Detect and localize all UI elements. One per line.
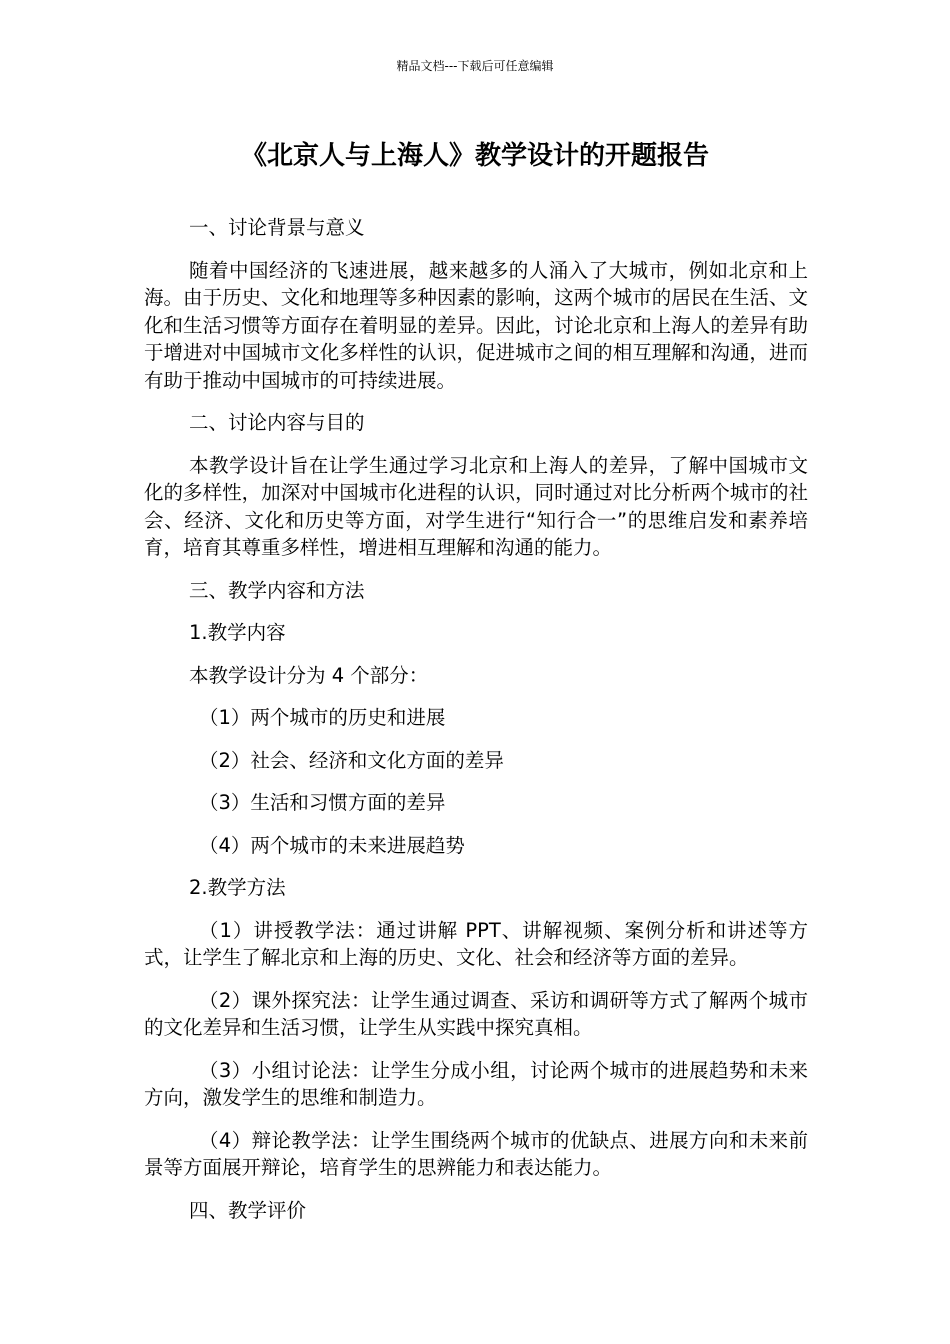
document-body [144,214,808,1239]
method-paragraph: （2）课外探究法：让学生通过调查、采访和调研等方式了解两个城市的文化差异和生活习惯，让学生从实践中探究真相。 [144,988,808,1039]
section-heading-evaluation: 四、教学评价 [189,1198,307,1222]
teaching-content-intro: 本教学设计分为 4 个部分： [189,663,429,687]
subheading-teaching-methods: 2.教学方法 [189,876,286,899]
section-heading-background: 一、讨论背景与意义 [189,216,365,239]
list-item: （3）生活和习惯方面的差异 [199,791,446,814]
paragraph-background: 随着中国经济的飞速进展，越来越多的人涌入了大城市，例如北京和上海。由于历史、文化和地理等多种因素的影响，这两个城市的居民在生活、文化和生活习惯等方面存在着明显的差异。因此，讨论北京和上海人的差异有助于增进对中国城市文化多样性的认识，促进城市之间的相互理解和沟通，进而有助于推动中国城市的可持续进展。 [144,258,808,392]
document-title: 《北京人与上海人》教学设计的开题报告 [240,141,709,171]
list-item: （1）两个城市的历史和进展 [199,706,446,729]
page-header: 精品文档---下载后可任意编辑 [396,59,554,73]
method-paragraph: （4）辩论教学法：让学生围绕两个城市的优缺点、进展方向和未来前景等方面展开辩论，培育学生的思辨能力和表达能力。 [144,1128,808,1179]
method-paragraph: （1）讲授教学法：通过讲解 PPT、讲解视频、案例分析和讲述等方式，让学生了解北京和上海的历史、文化、社会和经济等方面的差异。 [144,918,808,969]
section-heading-teaching-content-methods: 三、教学内容和方法 [189,578,365,602]
paragraph-content-purpose: 本教学设计旨在让学生通过学习北京和上海人的差异，了解中国城市文化的多样性，加深对中国城市化进程的认识，同时通过对比分析两个城市的社会、经济、文化和历史等方面，对学生进行“知行合一”的思维启发和素养培育，培育其尊重多样性，增进相互理解和沟通的能力。 [144,453,808,559]
list-item: （4）两个城市的未来进展趋势 [199,833,465,857]
section-heading-content-purpose: 二、讨论内容与目的 [189,411,365,434]
subheading-teaching-content: 1.教学内容 [189,621,286,644]
method-paragraph: （3）小组讨论法：让学生分成小组，讨论两个城市的进展趋势和未来方向，激发学生的思维和制造力。 [144,1058,808,1109]
list-item: （2）社会、经济和文化方面的差异 [199,748,504,772]
